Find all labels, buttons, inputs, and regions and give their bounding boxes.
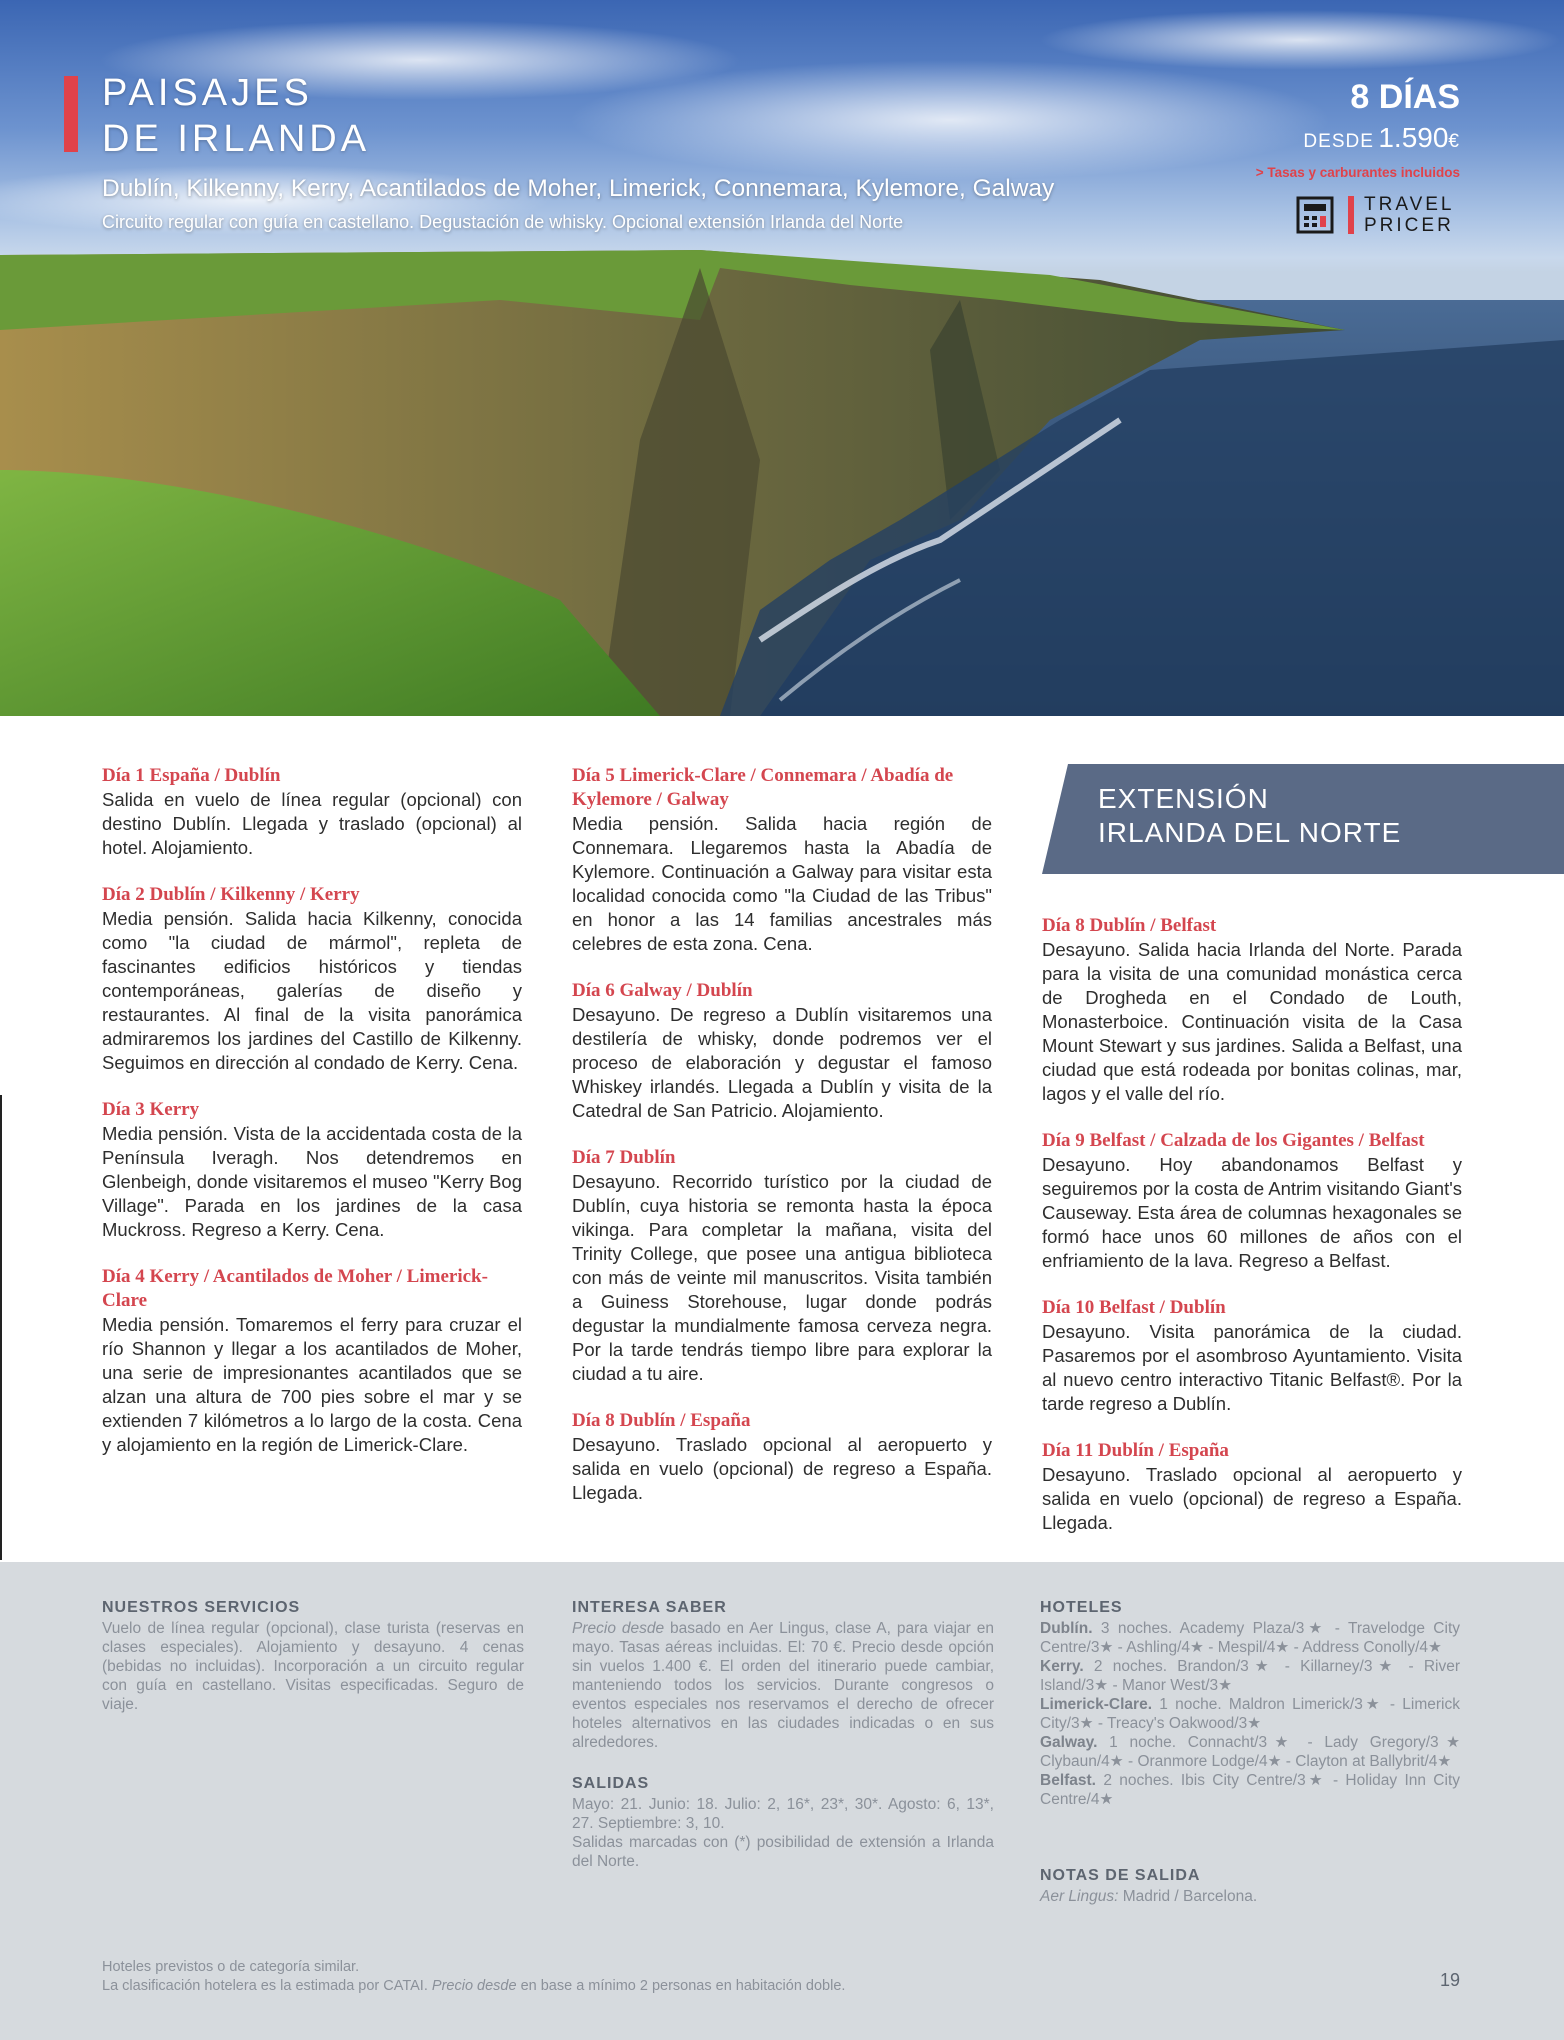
departures-dates: Mayo: 21. Junio: 18. Julio: 2, 16*, 23*, 30*. Agosto: 6, 13*, 27. Septiembre: 3, 10. <box>572 1796 994 1832</box>
day-text: Desayuno. Traslado opcional al aeropuerto y salida en vuelo (opcional) de regreso a España. Llegada. <box>1042 1464 1462 1533</box>
day-entry <box>572 764 992 956</box>
travel-pricer-logo <box>1296 194 1460 236</box>
good-to-know-text <box>572 1619 994 1752</box>
departure-notes-text <box>1040 1887 1460 1906</box>
extension-title-line-2: IRLANDA DEL NORTE <box>1098 817 1402 848</box>
departure-notes-title: NOTAS DE SALIDA <box>1040 1867 1201 1884</box>
day-text: Desayuno. Recorrido turístico por la ciudad de Dublín, cuya historia se remonta hasta la época vikinga. Para completar la mañana, visita del Trinity College, que posee una antigua biblioteca con más de veinte mil manuscritos. Visita también a Guiness Storehouse, lugar donde podrás degustar la mundialmente famosa cerveza negra. Por la tarde tendrás tiempo libre para explorar la ciudad a tu aire. <box>572 1171 992 1384</box>
day-title: Día 11 Dublín / España <box>1042 1440 1229 1461</box>
day-entry <box>1042 1439 1462 1535</box>
services-section <box>102 1598 524 1714</box>
day-entry <box>572 1146 992 1386</box>
calculator-icon <box>1296 196 1334 234</box>
departure-notes-section <box>1040 1866 1460 1906</box>
taxes-note-text: Tasas y carburantes incluidos <box>1267 165 1460 180</box>
day-title: Día 10 Belfast / Dublín <box>1042 1297 1226 1318</box>
hotel-entry <box>1040 1657 1460 1695</box>
travel-pricer-text <box>1364 194 1455 236</box>
hotel-list: 1 noche. Connacht/3★ - Lady Gregory/3★ Clybaun/4★ - Oranmore Lodge/4★ - Clayton at Ballybrit/4★ <box>1040 1734 1460 1770</box>
hotel-entry <box>1040 1619 1460 1657</box>
taxes-note <box>1256 165 1460 180</box>
day-title: Día 3 Kerry <box>102 1099 200 1120</box>
footnote-line-1: Hoteles previstos o de categoría similar. <box>102 1959 360 1975</box>
hotel-entry <box>1040 1733 1460 1771</box>
day-title: Día 2 Dublín / Kilkenny / Kerry <box>102 884 360 905</box>
price-from <box>1303 122 1460 154</box>
day-entry <box>572 1409 992 1505</box>
day-entry <box>102 1265 522 1457</box>
hotel-city: Belfast. <box>1040 1772 1096 1789</box>
footnote-part-c: en base a mínimo 2 personas en habitación doble. <box>516 1978 846 1994</box>
hotels-section <box>1040 1598 1460 1809</box>
page-number: 19 <box>1440 1970 1461 1990</box>
footnote-italic: Precio desde <box>431 1978 517 1994</box>
tour-subtitle: Circuito regular con guía en castellano. Degustación de whisky. Opcional extensión Irlanda del Norte <box>102 212 904 232</box>
hotel-city: Limerick-Clare. <box>1040 1696 1152 1713</box>
airline-name: Aer Lingus: <box>1040 1888 1119 1905</box>
day-title: Día 7 Dublín <box>572 1147 676 1168</box>
hotel-list: 1 noche. Maldron Limerick/3★ - Limerick City/3★ - Treacy's Oakwood/3★ <box>1040 1696 1460 1732</box>
chevron-right-icon: > <box>1255 165 1264 180</box>
day-text: Media pensión. Salida hacia región de Connemara. Llegaremos hasta la Abadía de Kylemore. Continuación a Galway para visitar esta localidad conocida como "la Ciudad de las Tribus" en honor a las 14 familias ancestrales más celebres de esta zona. Cena. <box>572 813 992 954</box>
hotel-entry <box>1040 1771 1460 1809</box>
day-title: Día 9 Belfast / Calzada de los Gigantes / Belfast <box>1042 1130 1425 1151</box>
departures-section <box>572 1774 994 1871</box>
travel-pricer-line-1: TRAVEL <box>1364 194 1455 215</box>
hotel-list: 3 noches. Academy Plaza/3★ - Travelodge City Centre/3★ - Ashling/4★ - Mespil/4★ - Address Conolly/4★ <box>1040 1620 1460 1656</box>
page-title <box>102 70 370 162</box>
itinerary-column-2 <box>572 764 992 1528</box>
day-text: Desayuno. Salida hacia Irlanda del Norte. Parada para la visita de una comunidad monástica cerca de Drogheda en el Condado de Louth, Monasterboice. Continuación visita de la Casa Mount Stewart y sus jardines. Salida a Belfast, una ciudad que está rodeada por bonitas colinas, mar, lagos y el valle del río. <box>1042 939 1462 1104</box>
day-title: Día 4 Kerry / Acantilados de Moher / Limerick-Clare <box>102 1266 488 1311</box>
departures-note: Salidas marcadas con (*) posibilidad de extensión a Irlanda del Norte. <box>572 1834 994 1870</box>
day-entry <box>572 979 992 1123</box>
day-text: Desayuno. Hoy abandonamos Belfast y seguiremos por la costa de Antrim visitando Giant's Causeway. Esta área de columnas hexagonales se formó hace unos 60 millones de años con el enfriamiento de la lava. Regreso a Belfast. <box>1042 1154 1462 1271</box>
day-entry <box>1042 1129 1462 1273</box>
day-text: Media pensión. Tomaremos el ferry para cruzar el río Shannon y llegar a los acantilados de Moher, una serie de impresionantes acantilados que se alzan una altura de 700 pies sobre el mar y se extienden 7 kilómetros a lo largo de la costa. Cena y alojamiento en la región de Limerick-Clare. <box>102 1314 522 1455</box>
day-text: Media pensión. Vista de la accidentada costa de la Península Iveragh. Nos detendremos en Glenbeigh, donde visitaremos el museo "Kerry Bog Village". Parada en los jardines de la casa Muckross. Regreso a Kerry. Cena. <box>102 1123 522 1240</box>
good-to-know-title: INTERESA SABER <box>572 1599 727 1616</box>
hotel-list: 2 noches. Brandon/3★ - Killarney/3★ - River Island/3★ - Manor West/3★ <box>1040 1658 1460 1694</box>
price-currency: € <box>1448 131 1460 152</box>
day-title: Día 8 Dublín / España <box>572 1410 751 1431</box>
travel-pricer-line-2: PRICER <box>1364 215 1454 236</box>
good-to-know-body: basado en Aer Lingus, clase A, para viajar en mayo. Tasas aéreas incluidas. El: 70 €. Precio desde opción sin vuelos 1.400 €. El orden del itinerario puede cambiar, manteniendo todos los servicios. Durante congresos o eventos especiales nos reservamos el derecho de ofrecer hoteles alternativos en las ciudades indicadas o en sus alrededores. <box>572 1620 994 1751</box>
hotel-entry <box>1040 1695 1460 1733</box>
services-title: NUESTROS SERVICIOS <box>102 1599 301 1616</box>
good-to-know-section <box>572 1598 994 1752</box>
hotel-list: 2 noches. Ibis City Centre/3★ - Holiday Inn City Centre/4★ <box>1040 1772 1460 1808</box>
day-entry <box>102 764 522 860</box>
trip-duration: 8 DÍAS <box>1350 78 1460 116</box>
hotel-city: Dublín. <box>1040 1620 1093 1637</box>
footnote <box>102 1958 845 1996</box>
day-title: Día 8 Dublín / Belfast <box>1042 915 1217 936</box>
title-accent-bar <box>64 76 78 152</box>
extension-column <box>1042 914 1462 1558</box>
footnote-line-2 <box>102 1977 845 1996</box>
departure-cities: Madrid / Barcelona. <box>1118 1888 1258 1905</box>
price-label: DESDE <box>1303 131 1374 152</box>
day-title: Día 1 España / Dublín <box>102 765 281 786</box>
day-text: Desayuno. Traslado opcional al aeropuerto y salida en vuelo (opcional) de regreso a España. Llegada. <box>572 1434 992 1503</box>
title-line-1: PAISAJES <box>102 72 313 114</box>
day-text: Media pensión. Salida hacia Kilkenny, conocida como "la ciudad de mármol", repleta de fascinantes edificios históricos y tiendas contemporáneas, galerías de diseño y restaurantes. Al final de la visita panorámica admiraremos los jardines del Castillo de Kilkenny. Seguimos en dirección al condado de Kerry. Cena. <box>102 908 522 1073</box>
page-edge-line <box>0 1095 2 1560</box>
itinerary-column-1 <box>102 764 522 1480</box>
services-text: Vuelo de línea regular (opcional), clase turista (reservas en clases especiales). Alojamiento y desayuno. 4 cenas (bebidas no incluidas). Incorporación a un circuito regular con guía en castellano. Visitas especificadas. Seguro de viaje. <box>102 1620 524 1713</box>
departures-title: SALIDAS <box>572 1775 650 1792</box>
route-line: Dublín, Kilkenny, Kerry, Acantilados de Moher, Limerick, Connemara, Kylemore, Galway <box>102 175 1055 202</box>
travel-pricer-bar <box>1348 196 1354 234</box>
hotels-title: HOTELES <box>1040 1599 1123 1616</box>
hotel-city: Kerry. <box>1040 1658 1084 1675</box>
day-title: Día 5 Limerick-Clare / Connemara / Abadía de Kylemore / Galway <box>572 765 954 810</box>
day-entry <box>102 1098 522 1242</box>
price-from-italic: Precio desde <box>572 1620 665 1637</box>
day-title: Día 6 Galway / Dublín <box>572 980 753 1001</box>
price-value: 1.590 <box>1378 122 1449 153</box>
day-text: Salida en vuelo de línea regular (opcional) con destino Dublín. Llegada y traslado (opcional) al hotel. Alojamiento. <box>102 789 522 858</box>
day-text: Desayuno. De regreso a Dublín visitaremos una destilería de whisky, donde podremos ver el proceso de elaboración y degustar el famoso Whiskey irlandés. Llegada a Dublín y visita de la Catedral de San Patricio. Alojamiento. <box>572 1004 992 1121</box>
day-entry <box>102 883 522 1075</box>
day-entry <box>1042 914 1462 1106</box>
extension-title <box>1098 782 1401 850</box>
day-entry <box>1042 1296 1462 1416</box>
title-line-2: DE IRLANDA <box>102 118 371 160</box>
hotel-city: Galway. <box>1040 1734 1098 1751</box>
extension-title-line-1: EXTENSIÓN <box>1098 783 1269 814</box>
day-text: Desayuno. Visita panorámica de la ciudad. Pasaremos por el asombroso Ayuntamiento. Visita al nuevo centro interactivo Titanic Belfast®. Por la tarde regreso a Dublín. <box>1042 1321 1462 1414</box>
footnote-part-a: La clasificación hotelera es la estimada por CATAI. <box>102 1978 432 1994</box>
